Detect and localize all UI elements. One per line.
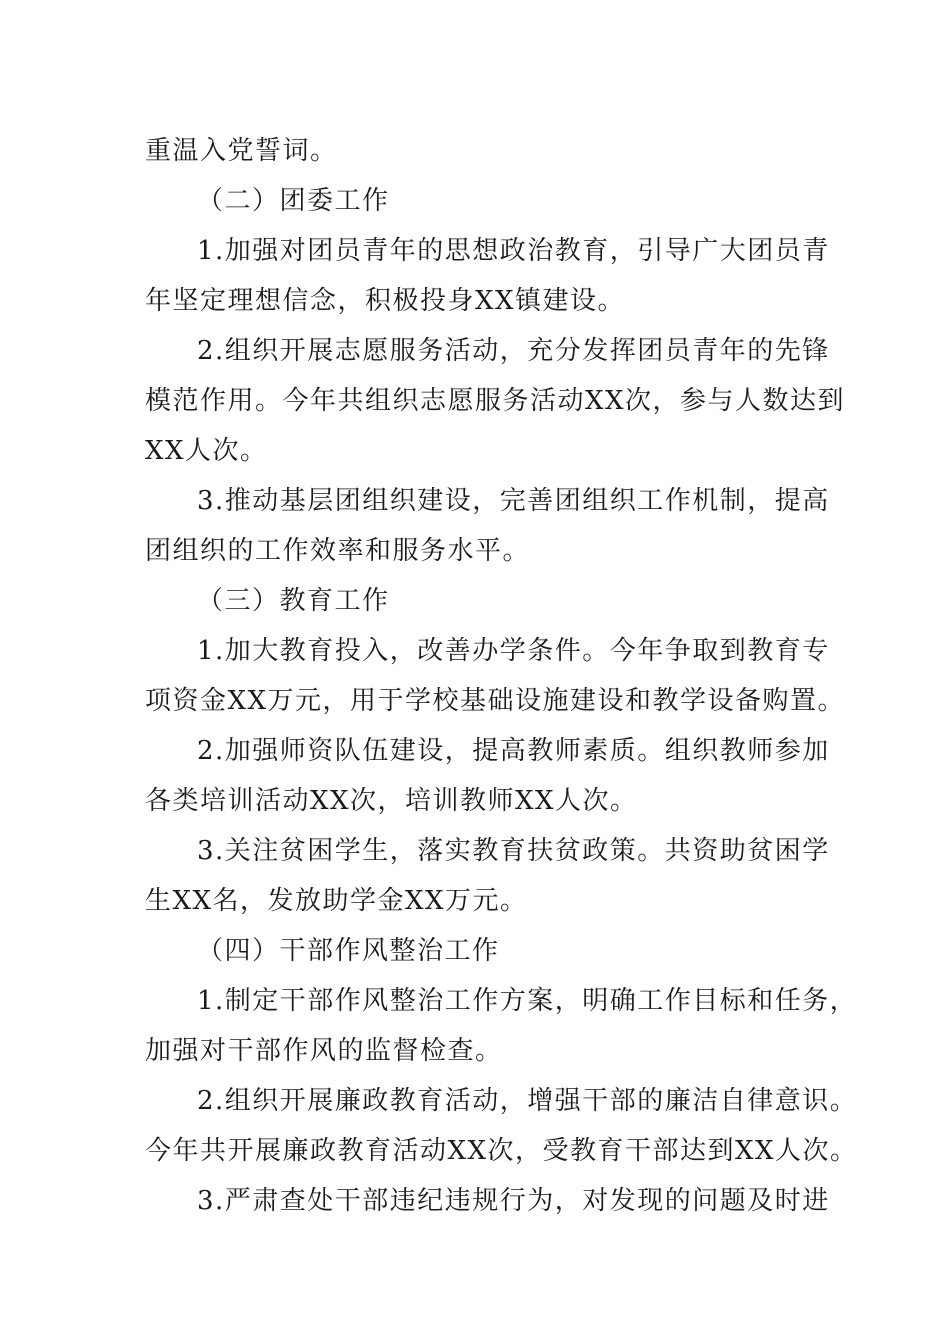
paragraph-line: 模范作用。今年共组织志愿服务活动XX次，参与人数达到	[145, 386, 846, 416]
paragraph-line: 2.加强师资队伍建设，提高教师素质。组织教师参加	[197, 736, 830, 766]
paragraph-line: 项资金XX万元，用于学校基础设施建设和教学设备购置。	[145, 686, 846, 716]
paragraph-line: 3.关注贫困学生，落实教育扶贫政策。共资助贫困学	[197, 836, 830, 866]
paragraph-line: 年坚定理想信念，积极投身XX镇建设。	[145, 286, 626, 316]
paragraph-line: 各类培训活动XX次，培训教师XX人次。	[145, 786, 638, 816]
section-heading: （二）团委工作	[197, 186, 390, 216]
paragraph-line: 1.制定干部作风整治工作方案，明确工作目标和任务，	[197, 986, 858, 1016]
section-heading: （四）干部作风整治工作	[197, 936, 500, 966]
paragraph-line: 3.严肃查处干部违纪违规行为，对发现的问题及时进	[197, 1186, 830, 1216]
paragraph-line: 1.加大教育投入，改善办学条件。今年争取到教育专	[197, 636, 830, 666]
paragraph-line: XX人次。	[145, 436, 268, 466]
paragraph-line: 生XX名，发放助学金XX万元。	[145, 886, 528, 916]
paragraph-line: 2.组织开展志愿服务活动，充分发挥团员青年的先锋	[197, 336, 830, 366]
paragraph-line: 1.加强对团员青年的思想政治教育，引导广大团员青	[197, 236, 830, 266]
paragraph-line: 今年共开展廉政教育活动XX次，受教育干部达到XX人次。	[145, 1136, 858, 1166]
paragraph-line: 3.推动基层团组织建设，完善团组织工作机制，提高	[197, 486, 830, 516]
paragraph-line: 重温入党誓词。	[145, 136, 338, 166]
paragraph-line: 团组织的工作效率和服务水平。	[145, 536, 531, 566]
paragraph-line: 2.组织开展廉政教育活动，增强干部的廉洁自律意识。	[197, 1086, 858, 1116]
section-heading: （三）教育工作	[197, 586, 390, 616]
paragraph-line: 加强对干部作风的监督检查。	[145, 1036, 503, 1066]
